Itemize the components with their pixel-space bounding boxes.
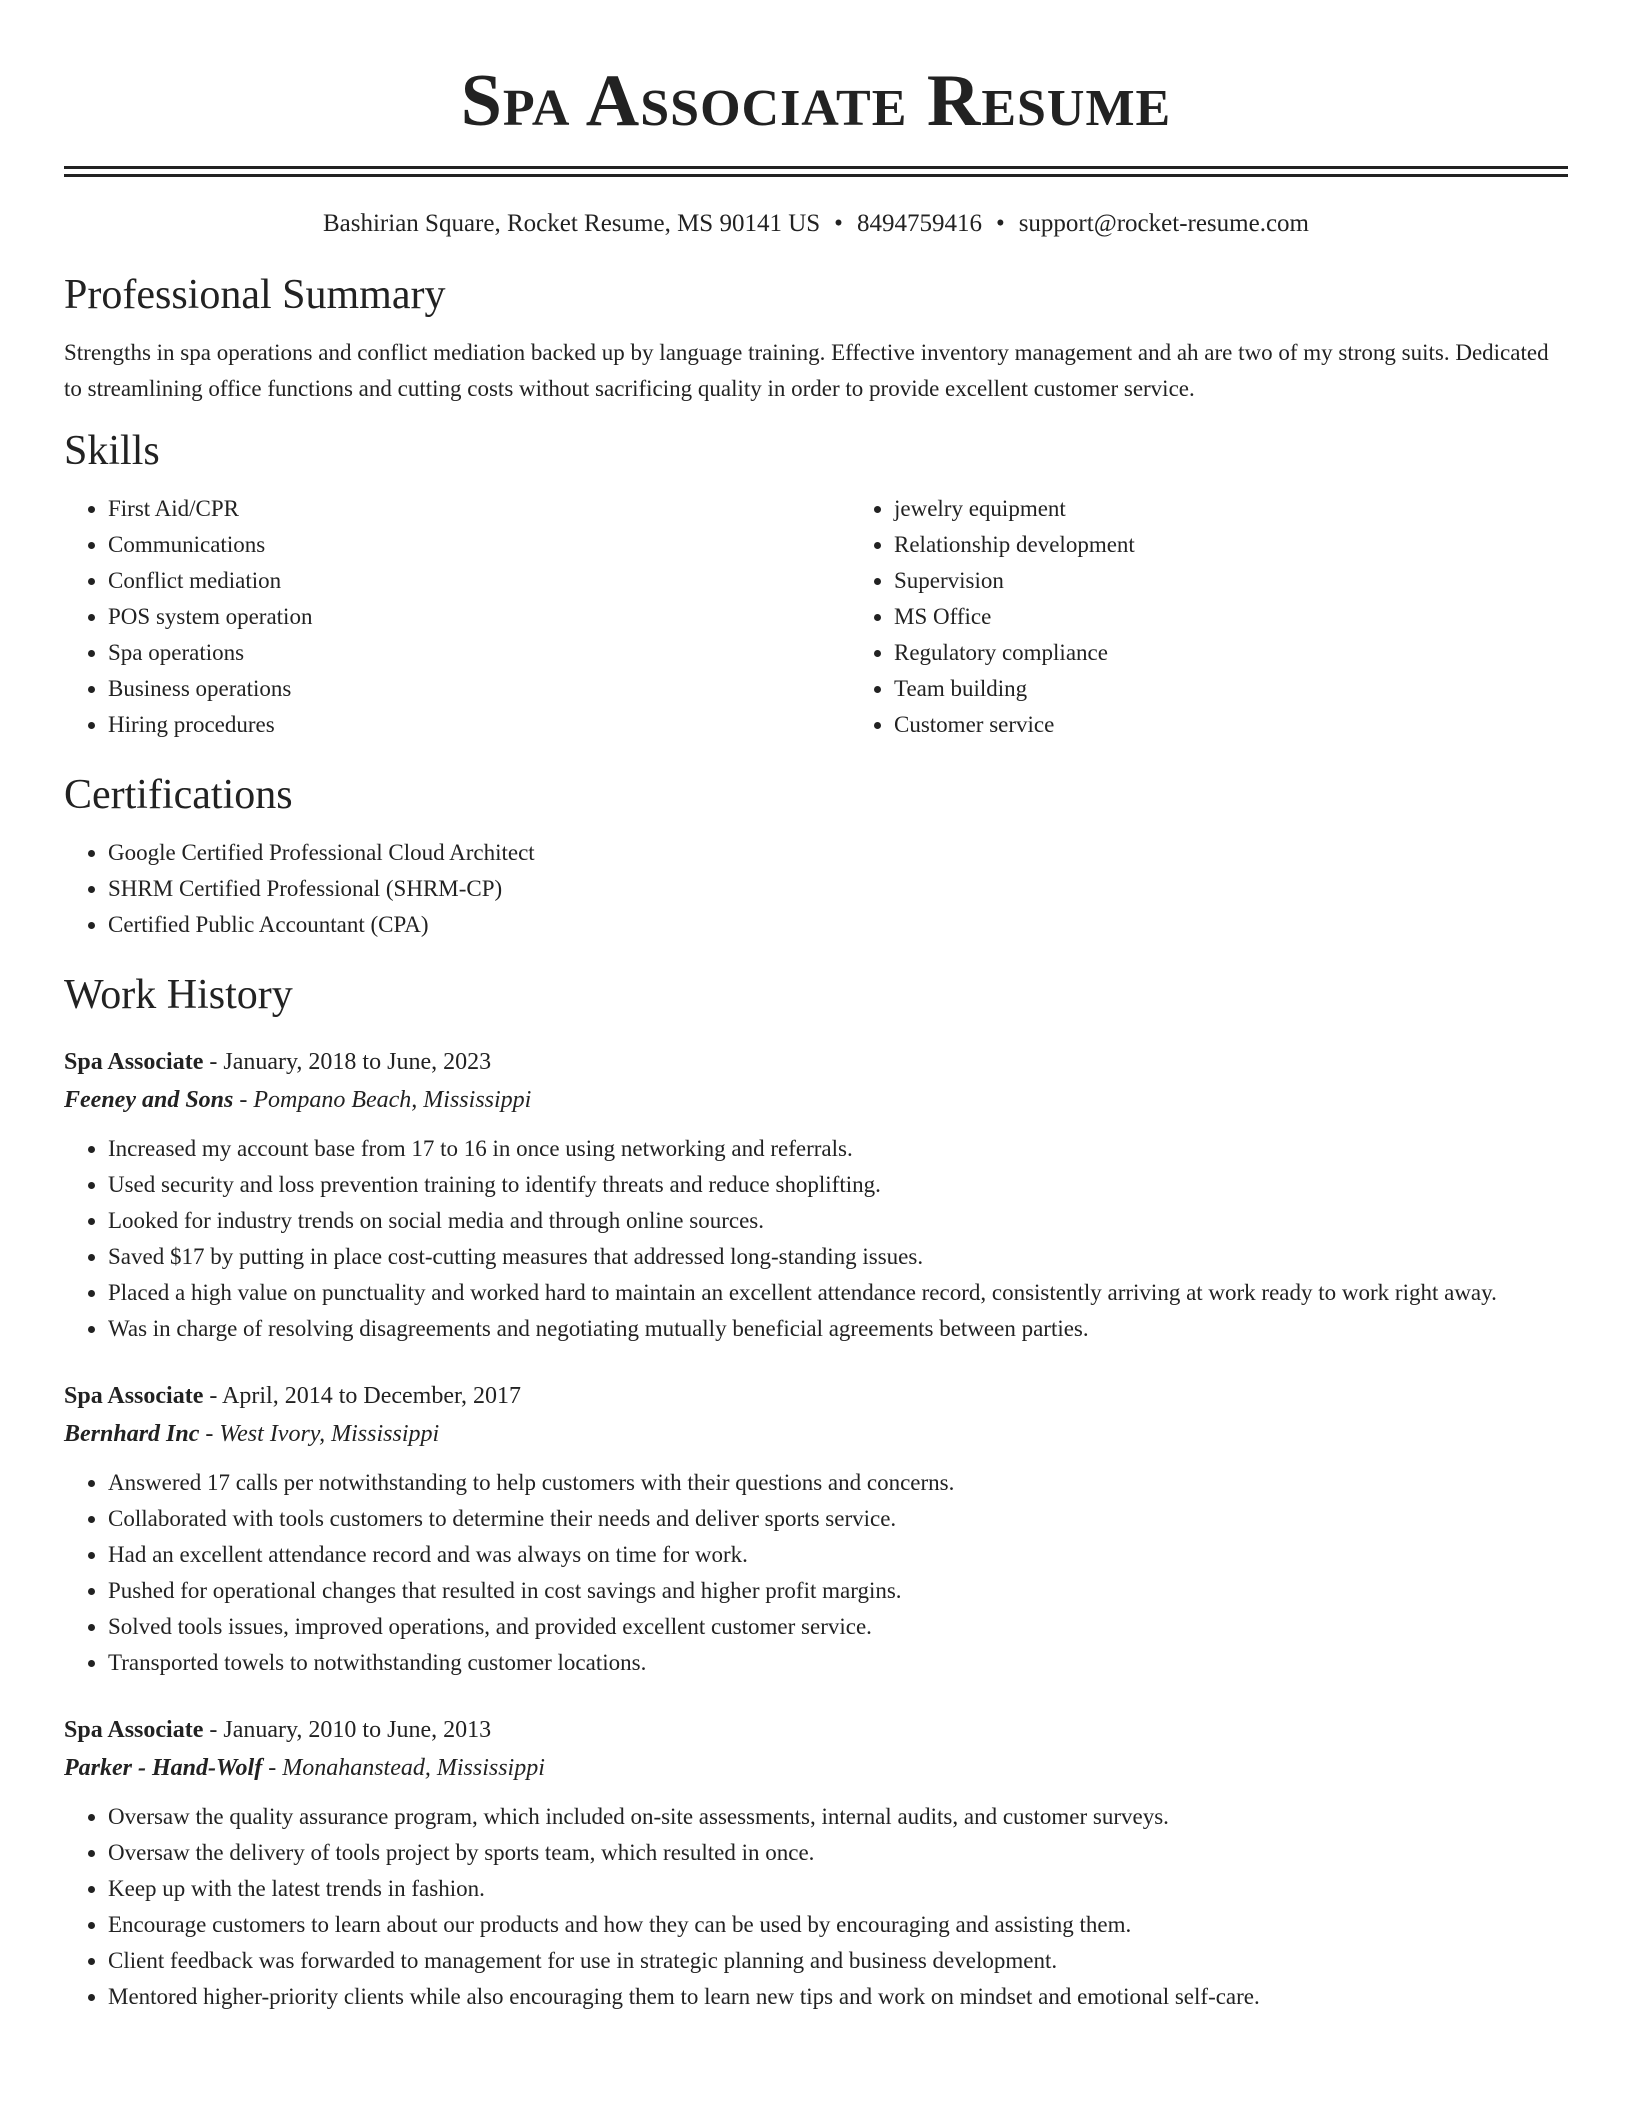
- job-entry: [64, 1043, 1568, 1347]
- contact-line: [64, 207, 1568, 241]
- work-history-heading: Work History: [64, 972, 293, 1018]
- job-company-line: [64, 1081, 1568, 1119]
- skill-item: • Spa operations: [108, 635, 850, 671]
- skill-item: • MS Office: [894, 599, 1632, 635]
- job-dates: - January, 2010 to June, 2013: [203, 1717, 492, 1743]
- job-location: - Monahanstead, Mississippi: [262, 1755, 545, 1781]
- job-bullet: • Collaborated with tools customers to determine their needs and deliver sports service.: [108, 1501, 1568, 1537]
- skills-columns: [64, 491, 1568, 743]
- job-role: Spa Associate: [64, 1383, 204, 1409]
- job-bullet: • Mentored higher-priority clients while also encouraging them to learn new tips and work on mindset and emotional self-care.: [108, 1979, 1568, 2015]
- contact-email: support@rocket-resume.com: [1018, 210, 1309, 237]
- summary-section: [64, 269, 1568, 407]
- job-bullet: • Had an excellent attendance record and was always on time for work.: [108, 1537, 1568, 1573]
- summary-text: Strengths in spa operations and conflict mediation backed up by language training. Effective inventory management and ah are two of my strong suits. Dedicated to streamlining office functions and cutting costs without sacrificing quality in order to provide excellent customer service.: [64, 340, 1549, 401]
- job-location: - Pompano Beach, Mississippi: [233, 1087, 532, 1113]
- skill-item: • Business operations: [108, 671, 850, 707]
- job-bullet: • Client feedback was forwarded to management for use in strategic planning and business development.: [108, 1943, 1568, 1979]
- skill-item: • First Aid/CPR: [108, 491, 850, 527]
- job-role: Spa Associate: [64, 1049, 204, 1075]
- work-history-section: [64, 969, 1568, 2015]
- job-bullet: • Pushed for operational changes that resulted in cost savings and higher profit margins.: [108, 1573, 1568, 1609]
- job-bullet: • Oversaw the delivery of tools project by sports team, which resulted in once.: [108, 1835, 1568, 1871]
- skill-item: • Conflict mediation: [108, 563, 850, 599]
- job-bullet: • Looked for industry trends on social media and through online sources.: [108, 1203, 1568, 1239]
- skills-section: [64, 425, 1568, 743]
- job-bullet: • Was in charge of resolving disagreements and negotiating mutually beneficial agreements between parties.: [108, 1311, 1568, 1347]
- contact-separator: •: [834, 210, 843, 237]
- job-bullet: • Used security and loss prevention training to identify threats and reduce shoplifting.: [108, 1167, 1568, 1203]
- job-company: Parker - Hand-Wolf: [64, 1755, 263, 1781]
- page-title: Spa Associate Resume: [460, 60, 1172, 142]
- contact-phone: 8494759416: [856, 210, 982, 237]
- skills-heading: Skills: [64, 428, 160, 474]
- job-bullet: • Increased my account base from 17 to 16 in once using networking and referrals.: [108, 1131, 1568, 1167]
- skill-item: • Communications: [108, 527, 850, 563]
- job-bullets: [64, 1465, 1568, 1681]
- skill-item: • Supervision: [894, 563, 1632, 599]
- job-title-line: [64, 1377, 1568, 1415]
- job-role: Spa Associate: [64, 1717, 204, 1743]
- skill-item: • Hiring procedures: [108, 707, 850, 743]
- job-company-line: [64, 1415, 1568, 1453]
- job-dates: - January, 2018 to June, 2023: [203, 1049, 492, 1075]
- certifications-list: [64, 835, 1568, 943]
- certifications-section: [64, 769, 1568, 943]
- skill-item: • Customer service: [894, 707, 1632, 743]
- job-bullets: [64, 1799, 1568, 2015]
- resume-page: [64, 0, 1568, 2015]
- job-bullets: [64, 1131, 1568, 1347]
- certification-item: • Certified Public Accountant (CPA): [108, 907, 1568, 943]
- job-bullet: • Oversaw the quality assurance program, which included on-site assessments, internal audits, and customer surveys.: [108, 1799, 1568, 1835]
- job-bullet: • Transported towels to notwithstanding customer locations.: [108, 1645, 1568, 1681]
- job-location: - West Ivory, Mississippi: [199, 1421, 440, 1447]
- job-title-line: [64, 1043, 1568, 1081]
- skill-item: • Team building: [894, 671, 1632, 707]
- job-company: Feeney and Sons: [64, 1087, 234, 1113]
- job-bullet: • Placed a high value on punctuality and worked hard to maintain an excellent attendance record, consistently arriving at work ready to work right away.: [108, 1275, 1568, 1311]
- summary-heading: Professional Summary: [64, 272, 446, 318]
- title-divider: [64, 166, 1568, 177]
- skill-item: • Relationship development: [894, 527, 1632, 563]
- job-bullet: • Saved $17 by putting in place cost-cutting measures that addressed long-standing issues.: [108, 1239, 1568, 1275]
- skill-item: • Regulatory compliance: [894, 635, 1632, 671]
- skill-item: • jewelry equipment: [894, 491, 1632, 527]
- skills-list-right: [850, 491, 1632, 743]
- skills-list-left: [64, 491, 850, 743]
- job-bullet: • Answered 17 calls per notwithstanding to help customers with their questions and concerns.: [108, 1465, 1568, 1501]
- job-bullet: • Keep up with the latest trends in fashion.: [108, 1871, 1568, 1907]
- job-bullet: • Encourage customers to learn about our products and how they can be used by encouraging and assisting them.: [108, 1907, 1568, 1943]
- job-entry: [64, 1377, 1568, 1681]
- job-title-line: [64, 1711, 1568, 1749]
- contact-separator: •: [995, 210, 1005, 237]
- certification-item: • SHRM Certified Professional (SHRM-CP): [108, 871, 1568, 907]
- certification-item: • Google Certified Professional Cloud Architect: [108, 835, 1568, 871]
- contact-address: Bashirian Square, Rocket Resume, MS 90141 US: [322, 210, 821, 237]
- job-bullet: • Solved tools issues, improved operations, and provided excellent customer service.: [108, 1609, 1568, 1645]
- certifications-heading: Certifications: [64, 772, 293, 818]
- job-company-line: [64, 1749, 1568, 1787]
- job-dates: - April, 2014 to December, 2017: [203, 1383, 521, 1409]
- job-entry: [64, 1711, 1568, 2015]
- job-company: Bernhard Inc: [64, 1421, 200, 1447]
- skill-item: • POS system operation: [108, 599, 850, 635]
